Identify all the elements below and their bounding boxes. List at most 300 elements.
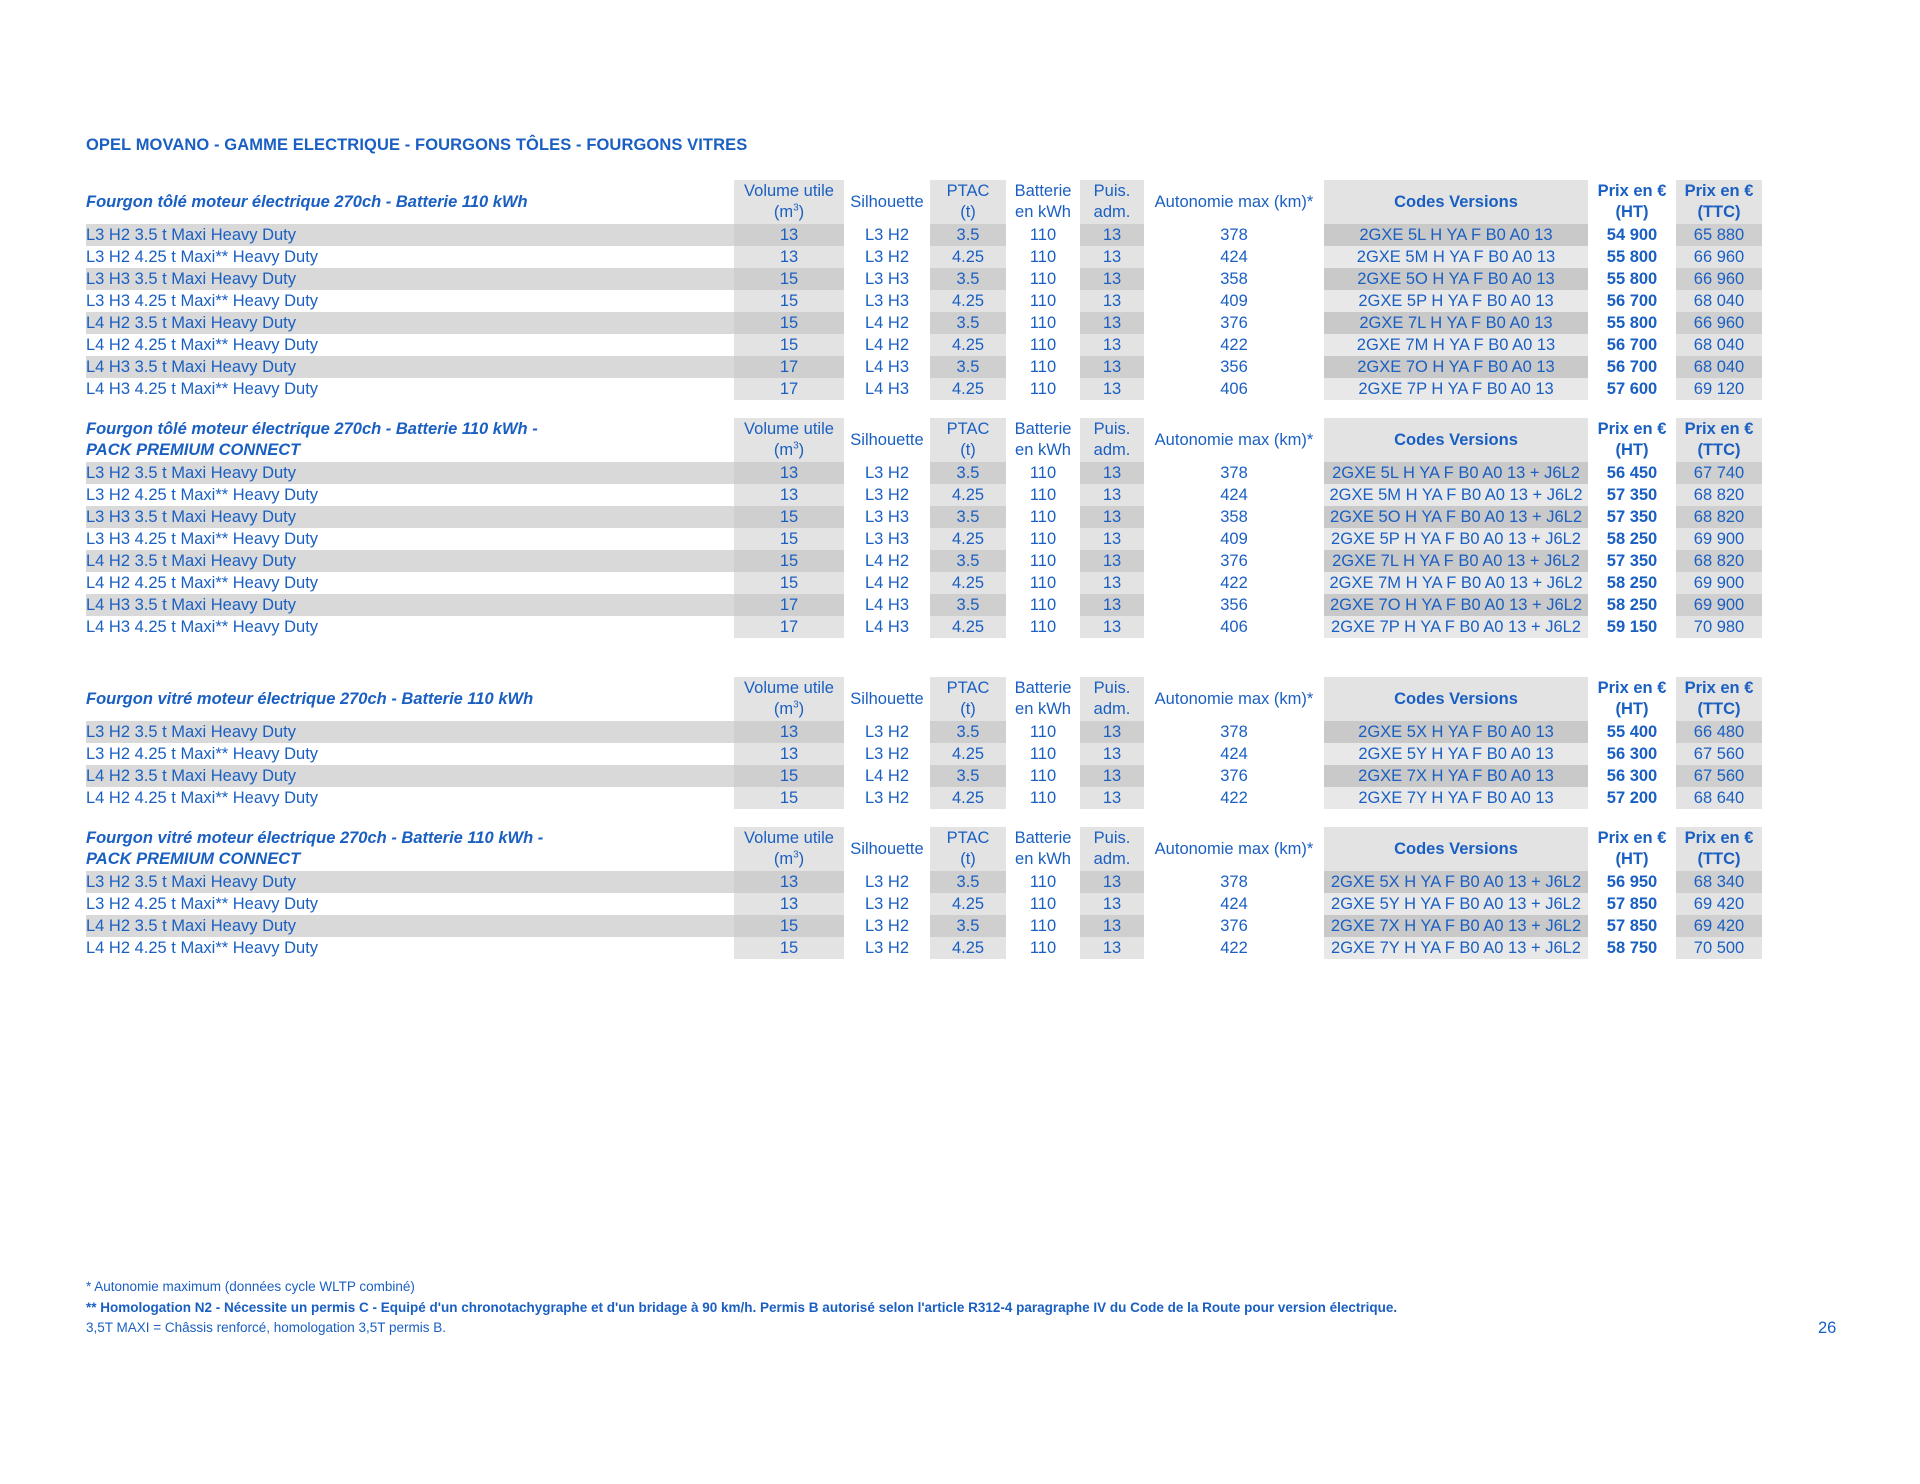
price-ht-value: 57 850 [1606,895,1658,913]
version-name: L3 H2 3.5 t Maxi Heavy Duty [86,871,734,893]
power-label: Puis. [1093,829,1131,847]
price-ht-value: 56 300 [1606,767,1658,785]
power-value: 13 [1080,378,1144,400]
ptac-label: PTAC [946,829,990,847]
column-header-autonomy: Autonomie max (km)* [1154,192,1314,211]
volume-unit-sup: 3 [793,202,799,214]
autonomy-value: 406 [1220,618,1248,636]
power-unit: adm. [1093,441,1131,459]
version-code: 2GXE 7X H YA F B0 A0 13 + J6L2 [1324,915,1588,937]
autonomy-value: 356 [1220,358,1248,376]
battery-value: 110 [1029,508,1057,526]
battery-value: 110 [1029,574,1057,592]
power-value: 13 [1080,528,1144,550]
autonomy-value: 378 [1220,723,1248,741]
volume-unit-close: ) [798,441,805,459]
volume-value: 13 [734,721,844,743]
version-name: L4 H3 3.5 t Maxi Heavy Duty [86,594,734,616]
power-value: 13 [1080,356,1144,378]
version-code: 2GXE 7P H YA F B0 A0 13 [1324,378,1588,400]
power-value: 13 [1080,550,1144,572]
section-title-line-1: Fourgon tôlé moteur électrique 270ch - Batterie 110 kWh [86,192,528,211]
table-row [86,290,1850,312]
silhouette-value: L3 H2 [864,917,910,935]
price-ht-unit: (HT) [1615,441,1649,459]
price-ttc-value: 68 040 [1676,334,1762,356]
autonomy-value: 376 [1220,314,1248,332]
autonomy-value: 424 [1220,745,1248,763]
column-header-volume [734,418,844,462]
section-table [86,827,1850,959]
column-header-price-ttc [1676,180,1762,224]
price-ttc-value: 67 560 [1676,743,1762,765]
volume-value: 17 [734,616,844,638]
version-code: 2GXE 7O H YA F B0 A0 13 [1324,356,1588,378]
version-name: L3 H3 3.5 t Maxi Heavy Duty [86,268,734,290]
volume-value: 17 [734,378,844,400]
power-unit: adm. [1093,700,1131,718]
version-name: L4 H3 4.25 t Maxi** Heavy Duty [86,380,319,398]
ptac-label: PTAC [946,420,990,438]
price-ttc-unit: (TTC) [1697,441,1741,459]
battery-value: 110 [1029,464,1057,482]
battery-label: Batterie [1014,679,1072,697]
version-name: L4 H3 4.25 t Maxi** Heavy Duty [86,618,319,636]
price-ttc-value: 69 120 [1676,378,1762,400]
version-name: L4 H2 4.25 t Maxi** Heavy Duty [86,336,319,354]
silhouette-value: L3 H3 [864,508,910,526]
volume-unit-sup: 3 [793,440,799,452]
autonomy-value: 424 [1220,895,1248,913]
price-ht-value: 58 250 [1606,574,1658,592]
column-header-battery [1006,677,1080,721]
price-ttc-value: 70 500 [1676,937,1762,959]
silhouette-value: L4 H2 [864,767,910,785]
power-value: 13 [1080,594,1144,616]
column-header-autonomy: Autonomie max (km)* [1154,839,1314,858]
volume-value: 13 [734,246,844,268]
battery-value: 110 [1029,336,1057,354]
power-value: 13 [1080,871,1144,893]
silhouette-value: L3 H3 [864,292,910,310]
version-name: L3 H2 4.25 t Maxi** Heavy Duty [86,745,319,763]
table-header-row [86,180,1850,224]
price-ht-value: 58 250 [1606,596,1658,614]
power-value: 13 [1080,334,1144,356]
price-ht-value: 58 250 [1606,530,1658,548]
power-value: 13 [1080,937,1144,959]
column-header-battery [1006,180,1080,224]
version-name: L4 H2 4.25 t Maxi** Heavy Duty [86,789,319,807]
ptac-value: 4.25 [930,616,1006,638]
version-code: 2GXE 5M H YA F B0 A0 13 [1324,246,1588,268]
battery-label: Batterie [1014,182,1072,200]
battery-value: 110 [1029,745,1057,763]
price-ht-unit: (HT) [1615,203,1649,221]
table-row [86,743,1850,765]
section-table [86,418,1850,638]
ptac-value: 4.25 [930,572,1006,594]
volume-value: 15 [734,528,844,550]
power-value: 13 [1080,893,1144,915]
silhouette-value: L4 H3 [864,380,910,398]
section-title [86,677,734,721]
price-ttc-value: 66 480 [1676,721,1762,743]
table-row [86,616,1850,638]
table-row [86,765,1850,787]
version-code: 2GXE 5Y H YA F B0 A0 13 + J6L2 [1324,893,1588,915]
price-ttc-unit: (TTC) [1697,203,1741,221]
price-ht-label: Prix en € [1597,182,1667,200]
price-ht-value: 55 800 [1606,270,1658,288]
column-header-autonomy: Autonomie max (km)* [1154,430,1314,449]
column-header-price-ttc [1676,827,1762,871]
column-header-power [1080,418,1144,462]
price-ttc-unit: (TTC) [1697,700,1741,718]
page-number: 26 [1818,1319,1837,1337]
version-code: 2GXE 5P H YA F B0 A0 13 + J6L2 [1324,528,1588,550]
price-ttc-label: Prix en € [1684,679,1754,697]
price-ttc-value: 69 900 [1676,572,1762,594]
ptac-label: PTAC [946,182,990,200]
version-code: 2GXE 5L H YA F B0 A0 13 + J6L2 [1324,462,1588,484]
battery-value: 110 [1029,596,1057,614]
battery-value: 110 [1029,358,1057,376]
volume-unit-open: (m [773,700,794,718]
autonomy-value: 409 [1220,292,1248,310]
volume-label: Volume utile [744,829,834,847]
silhouette-value: L3 H2 [864,226,910,244]
section-title-line-1: Fourgon tôlé moteur électrique 270ch - Batterie 110 kWh - [86,420,538,438]
autonomy-value: 376 [1220,767,1248,785]
table-row [86,334,1850,356]
version-name: L4 H2 3.5 t Maxi Heavy Duty [86,550,734,572]
price-ttc-value: 67 560 [1676,765,1762,787]
autonomy-value: 376 [1220,917,1248,935]
volume-value: 13 [734,871,844,893]
price-ttc-value: 68 040 [1676,290,1762,312]
table-row [86,378,1850,400]
price-ht-unit: (HT) [1615,850,1649,868]
column-header-ptac [930,677,1006,721]
battery-unit: en kWh [1015,203,1071,221]
ptac-value: 4.25 [930,290,1006,312]
price-ttc-value: 68 040 [1676,356,1762,378]
ptac-value: 3.5 [930,268,1006,290]
table-header-row [86,827,1850,871]
table-row [86,462,1850,484]
version-name: L3 H3 3.5 t Maxi Heavy Duty [86,506,734,528]
battery-label: Batterie [1014,420,1072,438]
ptac-value: 3.5 [930,312,1006,334]
version-code: 2GXE 7M H YA F B0 A0 13 [1324,334,1588,356]
volume-value: 15 [734,787,844,809]
version-name: L4 H3 3.5 t Maxi Heavy Duty [86,356,734,378]
ptac-unit: (t) [960,441,976,459]
ptac-value: 3.5 [930,506,1006,528]
battery-value: 110 [1029,380,1057,398]
ptac-value: 4.25 [930,484,1006,506]
volume-unit-close: ) [798,700,805,718]
price-ttc-label: Prix en € [1684,829,1754,847]
volume-unit-sup: 3 [793,699,799,711]
autonomy-value: 422 [1220,336,1248,354]
version-code: 2GXE 5O H YA F B0 A0 13 [1324,268,1588,290]
ptac-value: 3.5 [930,871,1006,893]
table-row [86,550,1850,572]
version-name: L4 H2 3.5 t Maxi Heavy Duty [86,765,734,787]
price-ttc-value: 66 960 [1676,312,1762,334]
battery-value: 110 [1029,530,1057,548]
silhouette-value: L4 H3 [864,618,910,636]
column-header-power [1080,180,1144,224]
table-row [86,312,1850,334]
column-header-silhouette: Silhouette [850,430,924,449]
footnote-autonomy: * Autonomie maximum (données cycle WLTP combiné) [86,1279,415,1294]
volume-value: 13 [734,462,844,484]
autonomy-value: 376 [1220,552,1248,570]
column-header-battery [1006,827,1080,871]
ptac-unit: (t) [960,700,976,718]
version-code: 2GXE 7M H YA F B0 A0 13 + J6L2 [1324,572,1588,594]
power-value: 13 [1080,246,1144,268]
volume-unit-open: (m [773,203,794,221]
table-row [86,484,1850,506]
volume-value: 17 [734,356,844,378]
volume-unit-open: (m [773,441,794,459]
version-name: L3 H3 4.25 t Maxi** Heavy Duty [86,292,319,310]
price-ht-value: 57 600 [1606,380,1658,398]
price-ttc-label: Prix en € [1684,182,1754,200]
version-name: L3 H2 3.5 t Maxi Heavy Duty [86,462,734,484]
price-ttc-unit: (TTC) [1697,850,1741,868]
column-header-price-ht [1588,677,1676,721]
volume-value: 13 [734,893,844,915]
price-ht-label: Prix en € [1597,420,1667,438]
ptac-label: PTAC [946,679,990,697]
price-ttc-value: 68 820 [1676,506,1762,528]
column-header-power [1080,677,1144,721]
column-header-battery [1006,418,1080,462]
price-ht-value: 58 750 [1606,939,1658,957]
price-ht-label: Prix en € [1597,829,1667,847]
silhouette-value: L3 H2 [864,895,910,913]
battery-value: 110 [1029,767,1057,785]
autonomy-value: 358 [1220,508,1248,526]
ptac-unit: (t) [960,203,976,221]
power-value: 13 [1080,915,1144,937]
table-row [86,594,1850,616]
power-value: 13 [1080,572,1144,594]
table-row [86,787,1850,809]
price-ttc-label: Prix en € [1684,420,1754,438]
price-ht-unit: (HT) [1615,700,1649,718]
silhouette-value: L3 H2 [864,789,910,807]
power-value: 13 [1080,462,1144,484]
ptac-value: 3.5 [930,765,1006,787]
section-title-line-1: Fourgon vitré moteur électrique 270ch - Batterie 110 kWh [86,689,534,708]
silhouette-value: L3 H3 [864,530,910,548]
price-ttc-value: 65 880 [1676,224,1762,246]
power-value: 13 [1080,224,1144,246]
price-ht-value: 55 400 [1606,723,1658,741]
table-row [86,224,1850,246]
version-code: 2GXE 5Y H YA F B0 A0 13 [1324,743,1588,765]
price-ttc-value: 68 340 [1676,871,1762,893]
page-title: OPEL MOVANO - GAMME ELECTRIQUE - FOURGONS TÔLES - FOURGONS VITRES [86,136,748,154]
version-name: L4 H2 4.25 t Maxi** Heavy Duty [86,574,319,592]
column-header-volume [734,677,844,721]
autonomy-value: 378 [1220,873,1248,891]
power-value: 13 [1080,268,1144,290]
version-code: 2GXE 7Y H YA F B0 A0 13 [1324,787,1588,809]
section-title [86,418,734,462]
volume-value: 15 [734,550,844,572]
silhouette-value: L3 H2 [864,873,910,891]
ptac-value: 3.5 [930,356,1006,378]
column-header-autonomy: Autonomie max (km)* [1154,689,1314,708]
battery-value: 110 [1029,314,1057,332]
volume-label: Volume utile [744,420,834,438]
battery-value: 110 [1029,226,1057,244]
price-ttc-value: 66 960 [1676,246,1762,268]
ptac-value: 3.5 [930,594,1006,616]
column-header-volume [734,827,844,871]
battery-value: 110 [1029,292,1057,310]
power-value: 13 [1080,721,1144,743]
column-header-ptac [930,180,1006,224]
footnote-homologation: ** Homologation N2 - Nécessite un permis C - Equipé d'un chronotachygraphe et d'un bridage à 90 km/h. Permis B autorisé selon l'article R312-4 paragraphe IV du Code de la Route pour version électrique. [86,1300,1398,1315]
silhouette-value: L3 H2 [864,486,910,504]
ptac-value: 4.25 [930,743,1006,765]
table-row [86,246,1850,268]
price-ttc-value: 68 640 [1676,787,1762,809]
volume-value: 15 [734,312,844,334]
price-ttc-value: 67 740 [1676,462,1762,484]
price-ttc-value: 66 960 [1676,268,1762,290]
power-unit: adm. [1093,203,1131,221]
version-name: L3 H2 3.5 t Maxi Heavy Duty [86,721,734,743]
table-row [86,268,1850,290]
volume-value: 15 [734,572,844,594]
volume-value: 15 [734,765,844,787]
silhouette-value: L3 H2 [864,745,910,763]
ptac-value: 3.5 [930,224,1006,246]
version-code: 2GXE 7L H YA F B0 A0 13 [1324,312,1588,334]
power-value: 13 [1080,506,1144,528]
power-label: Puis. [1093,420,1131,438]
battery-unit: en kWh [1015,700,1071,718]
column-header-codes: Codes Versions [1324,827,1588,871]
silhouette-value: L4 H3 [864,358,910,376]
version-name: L3 H2 4.25 t Maxi** Heavy Duty [86,486,319,504]
table-row [86,528,1850,550]
price-ht-value: 57 350 [1606,552,1658,570]
column-header-silhouette: Silhouette [850,192,924,211]
volume-value: 13 [734,484,844,506]
column-header-price-ttc [1676,418,1762,462]
column-header-codes: Codes Versions [1324,180,1588,224]
ptac-value: 4.25 [930,937,1006,959]
autonomy-value: 424 [1220,248,1248,266]
price-ttc-value: 69 420 [1676,915,1762,937]
volume-unit-sup: 3 [793,849,799,861]
battery-value: 110 [1029,552,1057,570]
price-ht-value: 57 350 [1606,508,1658,526]
battery-value: 110 [1029,270,1057,288]
version-code: 2GXE 5L H YA F B0 A0 13 [1324,224,1588,246]
column-header-ptac [930,418,1006,462]
section-title [86,827,734,871]
power-value: 13 [1080,616,1144,638]
volume-value: 15 [734,268,844,290]
volume-label: Volume utile [744,182,834,200]
battery-value: 110 [1029,618,1057,636]
power-label: Puis. [1093,679,1131,697]
power-value: 13 [1080,290,1144,312]
power-value: 13 [1080,765,1144,787]
column-header-codes: Codes Versions [1324,418,1588,462]
price-ht-value: 57 350 [1606,486,1658,504]
table-row [86,937,1850,959]
price-ht-value: 55 800 [1606,314,1658,332]
battery-value: 110 [1029,873,1057,891]
section-title [86,180,734,224]
table-row [86,506,1850,528]
ptac-value: 4.25 [930,378,1006,400]
autonomy-value: 358 [1220,270,1248,288]
section-title-line-2: PACK PREMIUM CONNECT [86,441,301,459]
version-code: 2GXE 5M H YA F B0 A0 13 + J6L2 [1324,484,1588,506]
silhouette-value: L4 H2 [864,336,910,354]
autonomy-value: 378 [1220,226,1248,244]
price-ttc-value: 69 900 [1676,594,1762,616]
autonomy-value: 378 [1220,464,1248,482]
power-unit: adm. [1093,850,1131,868]
autonomy-value: 422 [1220,789,1248,807]
volume-label: Volume utile [744,679,834,697]
power-value: 13 [1080,484,1144,506]
autonomy-value: 406 [1220,380,1248,398]
silhouette-value: L3 H3 [864,270,910,288]
volume-unit-open: (m [773,850,794,868]
version-code: 2GXE 7P H YA F B0 A0 13 + J6L2 [1324,616,1588,638]
volume-value: 15 [734,506,844,528]
price-ht-value: 56 700 [1606,292,1658,310]
silhouette-value: L3 H2 [864,939,910,957]
battery-value: 110 [1029,248,1057,266]
section-table [86,180,1850,400]
price-ht-value: 56 700 [1606,336,1658,354]
section-table [86,677,1850,809]
price-ht-value: 55 800 [1606,248,1658,266]
volume-value: 13 [734,224,844,246]
column-header-silhouette: Silhouette [850,839,924,858]
footnote-maxi: 3,5T MAXI = Châssis renforcé, homologation 3,5T permis B. [86,1320,447,1335]
power-value: 13 [1080,787,1144,809]
ptac-value: 4.25 [930,334,1006,356]
silhouette-value: L3 H2 [864,464,910,482]
version-name: L3 H2 4.25 t Maxi** Heavy Duty [86,248,319,266]
version-name: L4 H2 3.5 t Maxi Heavy Duty [86,312,734,334]
version-code: 2GXE 5X H YA F B0 A0 13 + J6L2 [1324,871,1588,893]
price-ttc-value: 68 820 [1676,484,1762,506]
table-header-row [86,418,1850,462]
price-ht-value: 59 150 [1606,618,1658,636]
version-code: 2GXE 7L H YA F B0 A0 13 + J6L2 [1324,550,1588,572]
table-row [86,915,1850,937]
column-header-price-ht [1588,418,1676,462]
